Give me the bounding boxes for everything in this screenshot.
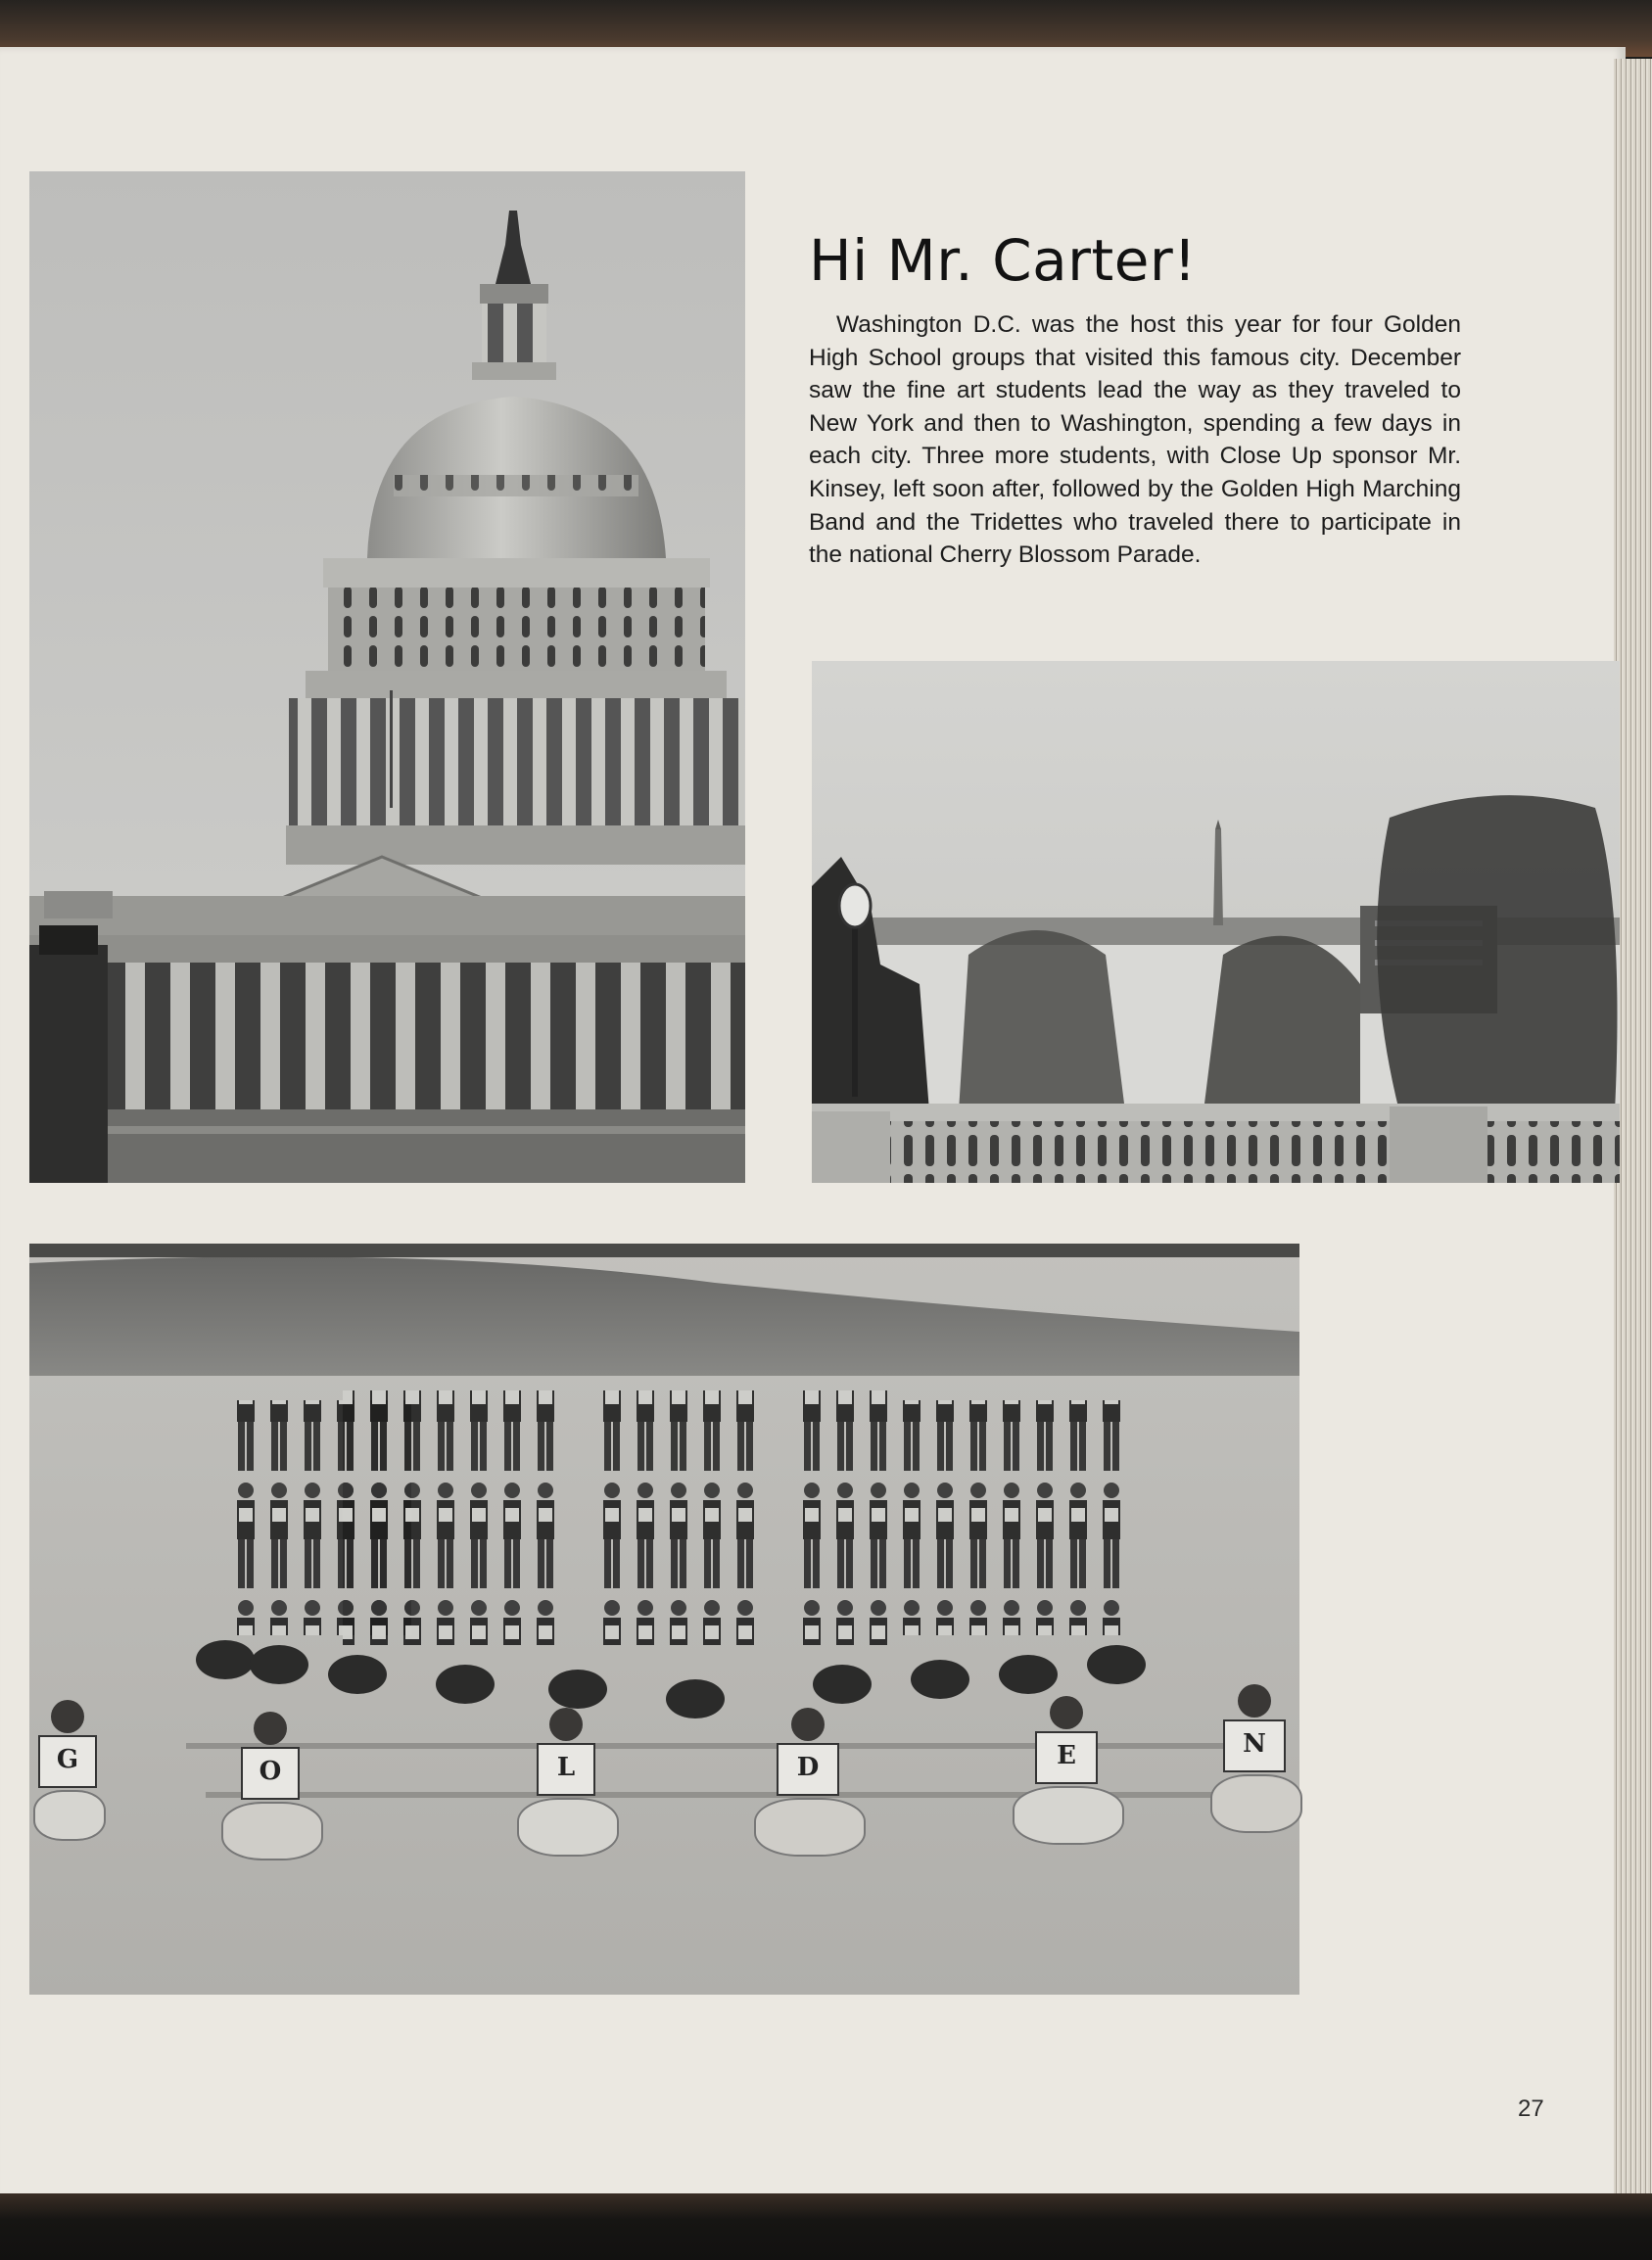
pompom-letter-n: N <box>1223 1719 1286 1772</box>
book-bottom-edge <box>0 2193 1652 2260</box>
pompom-letter-e: E <box>1035 1731 1098 1784</box>
capitol-dome-photo <box>29 171 745 1183</box>
pompom-letter-l: L <box>537 1743 595 1796</box>
pompom-letter-o: O <box>241 1747 300 1800</box>
pompom-letter-g: G <box>38 1735 97 1788</box>
page-number: 27 <box>1518 2095 1544 2122</box>
pompom-girl <box>1210 1684 1298 1829</box>
page-headline: Hi Mr. Carter! <box>809 227 1198 294</box>
pompom-girl <box>754 1708 862 1853</box>
pompom-letter-d: D <box>777 1743 839 1796</box>
pompom-girl <box>517 1708 615 1853</box>
washington-mall-photo <box>812 661 1620 1183</box>
pompom-girl <box>1013 1696 1120 1841</box>
pompom-letters <box>29 1244 1299 1995</box>
pompom-girl <box>221 1712 319 1857</box>
pompom-girl <box>33 1700 102 1837</box>
article-body: Washington D.C. was the host this year for four Golden High School groups that visited this famous city. December saw the fine art students lead the way as they traveled to New York and then to Washington, spending a few days in each city. Three more students, with Close Up sponsor Mr. Kinsey, left soon after, followed by the Golden High Marching Band and the Tridettes who traveled there to participate in the national Cherry Blossom Parade. <box>809 311 1461 569</box>
